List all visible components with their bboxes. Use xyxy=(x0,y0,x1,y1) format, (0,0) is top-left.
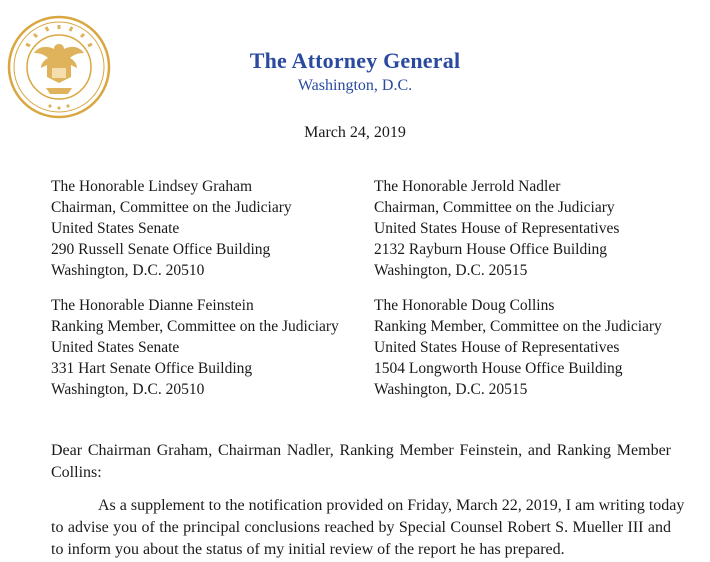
body-line: to advise you of the principal conclusions reached by Special Counsel Robert S. Mueller III and xyxy=(51,519,671,536)
addressee-line: Chairman, Committee on the Judiciary xyxy=(51,199,292,216)
addressee-line: The Honorable Lindsey Graham xyxy=(51,178,253,195)
addressee-line: Ranking Member, Committee on the Judiciary xyxy=(51,318,339,335)
letterhead-title: The Attorney General xyxy=(249,48,461,73)
letterhead-subtitle: Washington, D.C. xyxy=(297,77,413,94)
letter-date: March 24, 2019 xyxy=(304,124,406,141)
addressee-line: Washington, D.C. 20510 xyxy=(51,262,205,279)
addressee-line: 1504 Longworth House Office Building xyxy=(374,360,623,377)
addressee-line: Washington, D.C. 20515 xyxy=(374,381,528,398)
body-paragraph xyxy=(51,495,685,561)
addressee-line: United States House of Representatives xyxy=(374,339,620,356)
addressee-line: 290 Russell Senate Office Building xyxy=(51,241,271,258)
addressee-line: 2132 Rayburn House Office Building xyxy=(374,241,608,258)
addressee-line: United States Senate xyxy=(51,339,180,356)
addressee-line: The Honorable Jerrold Nadler xyxy=(374,178,561,195)
addressee-line: Washington, D.C. 20515 xyxy=(374,262,528,279)
body-line: As a supplement to the notification provided on Friday, March 22, 2019, I am writing today xyxy=(98,497,685,514)
addressee-line: Ranking Member, Committee on the Judiciary xyxy=(374,318,662,335)
addressee-line: 331 Hart Senate Office Building xyxy=(51,360,253,377)
addressee-collins xyxy=(374,295,662,400)
addressee-line: Washington, D.C. 20510 xyxy=(51,381,205,398)
salutation xyxy=(51,440,671,484)
body-line: to inform you about the status of my initial review of the report he has prepared. xyxy=(51,541,565,558)
salutation-line: Dear Chairman Graham, Chairman Nadler, Ranking Member Feinstein, and Ranking Member xyxy=(51,442,671,459)
addressee-nadler xyxy=(374,176,619,281)
salutation-line: Collins: xyxy=(51,464,102,481)
addressee-line: The Honorable Doug Collins xyxy=(374,297,555,314)
addressee-feinstein xyxy=(51,295,339,400)
addressee-line: Chairman, Committee on the Judiciary xyxy=(374,199,615,216)
addressee-line: United States House of Representatives xyxy=(374,220,620,237)
addressee-line: The Honorable Dianne Feinstein xyxy=(51,297,254,314)
addressee-graham xyxy=(51,176,292,281)
addressee-line: United States Senate xyxy=(51,220,180,237)
